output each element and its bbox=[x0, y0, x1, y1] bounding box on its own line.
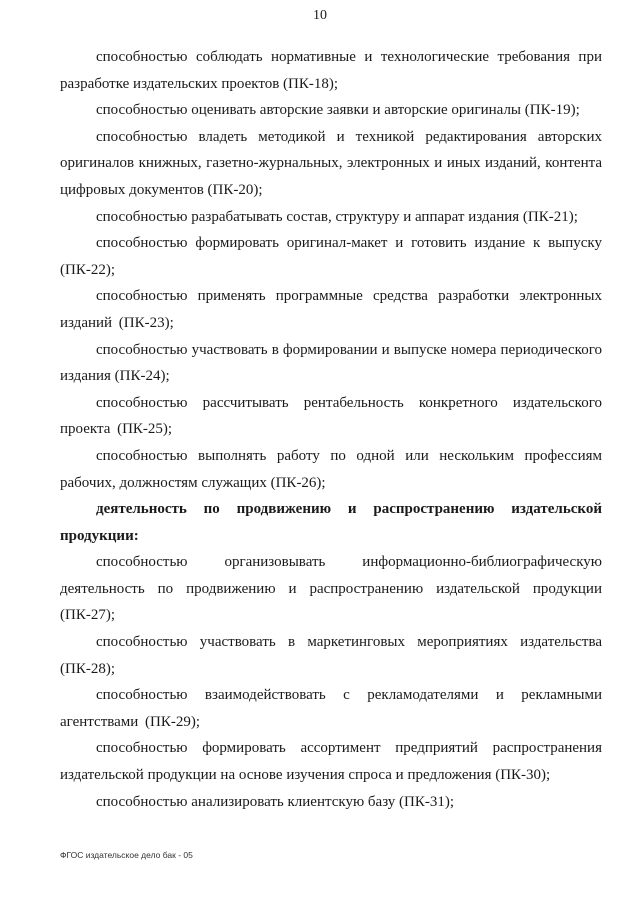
competency-pk20: способностью владеть методикой и техникой редактирования авторских оригиналов книжных, газетно-журнальных, электронных и иных изданий, контента цифровых документов (ПК-20); bbox=[60, 128, 602, 198]
competency-pk29: способностью взаимодействовать с рекламодателями и рекламными агентствами (ПК-29); bbox=[60, 687, 602, 730]
competency-pk18: способностью соблюдать нормативные и технологические требования при разработке издательских проектов (ПК-18); bbox=[60, 49, 602, 92]
competency-pk24: способностью участвовать в формировании и выпуске номера периодического издания (ПК-24); bbox=[60, 341, 602, 385]
competency-pk21: способностью разрабатывать состав, структуру и аппарат издания (ПК-21); bbox=[96, 208, 578, 225]
competency-pk22: способностью формировать оригинал-макет и готовить издание к выпуску (ПК-22); bbox=[60, 235, 602, 278]
competency-pk31: способностью анализировать клиентскую базу (ПК-31); bbox=[96, 793, 455, 810]
competency-pk30: способностью формировать ассортимент предприятий распространения издательской продукции на основе изучения спроса и предложения (ПК-30); bbox=[60, 740, 602, 784]
competency-pk23: способностью применять программные средства разработки электронных изданий (ПК-23); bbox=[60, 288, 602, 331]
section-heading: деятельность по продвижению и распространению издательской продукции: bbox=[60, 501, 602, 544]
competency-pk27: способностью организовывать информационно-библиографическую деятельность по продвижению и распространению издательской продукции (ПК-27); bbox=[60, 554, 602, 624]
page-number: 10 bbox=[313, 8, 327, 23]
document-body bbox=[60, 44, 602, 815]
competency-pk25: способностью рассчитывать рентабельность конкретного издательского проекта (ПК-25); bbox=[60, 394, 602, 438]
competency-pk26: способностью выполнять работу по одной или нескольким профессиям рабочих, должностям служащих (ПК-26); bbox=[60, 447, 602, 491]
competency-pk28: способностью участвовать в маркетинговых мероприятиях издательства (ПК-28); bbox=[60, 634, 602, 677]
footer-note: ФГОС издательское дело бак - 05 bbox=[60, 850, 193, 860]
competency-pk19: способностью оценивать авторские заявки и авторские оригиналы (ПК-19); bbox=[96, 102, 580, 119]
